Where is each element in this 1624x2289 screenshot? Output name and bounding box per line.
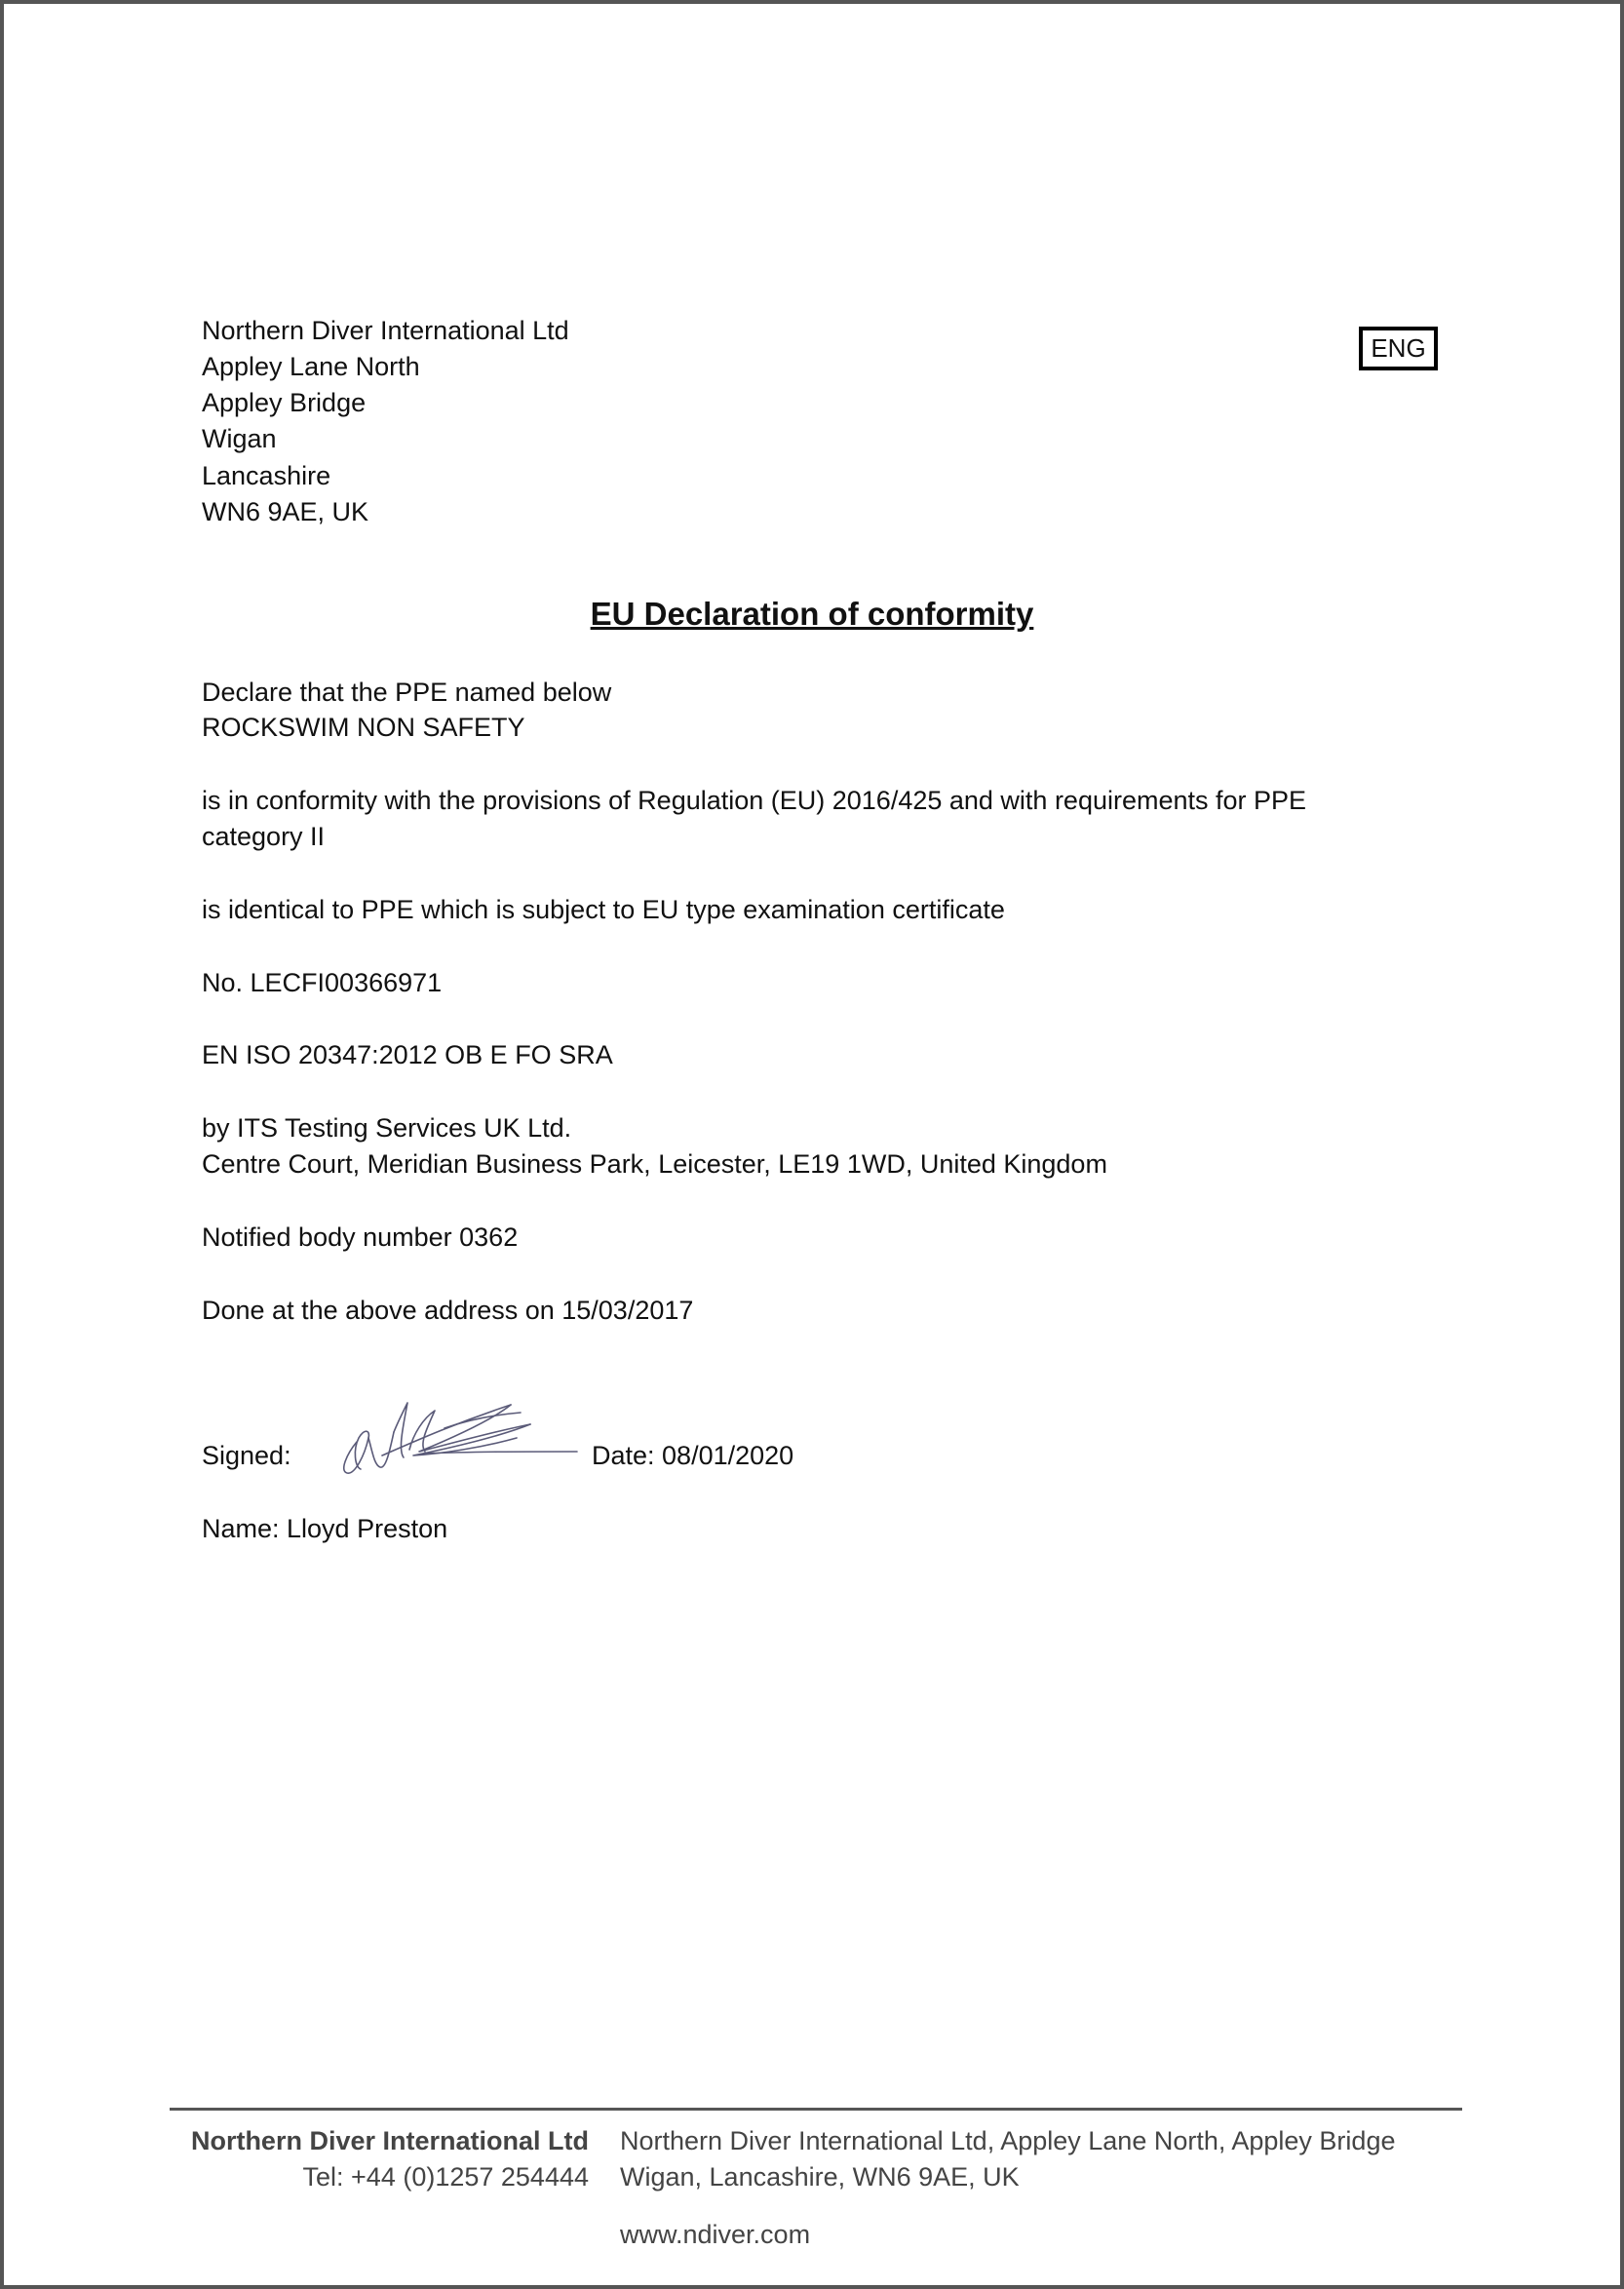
declare-text: Declare that the PPE named below <box>202 678 612 707</box>
signer-name: Name: Lloyd Preston <box>202 1514 448 1543</box>
signature-date: Date: 08/01/2020 <box>592 1441 794 1470</box>
testing-body-name: by ITS Testing Services UK Ltd. <box>202 1113 572 1143</box>
certificate-number: No. LECFI00366971 <box>202 968 443 997</box>
notified-body-number: Notified body number 0362 <box>202 1222 519 1252</box>
footer-telephone: Tel: +44 (0)1257 254444 <box>302 2162 589 2192</box>
identical-text: is identical to PPE which is subject to EU type examination certificate <box>202 895 1005 924</box>
document-title: EU Declaration of conformity <box>590 596 1034 632</box>
footer-divider <box>170 2108 1462 2111</box>
sender-company: Northern Diver International Ltd <box>202 316 569 345</box>
sender-town: Wigan <box>202 424 277 453</box>
standard-text: EN ISO 20347:2012 OB E FO SRA <box>202 1040 613 1069</box>
language-badge: ENG <box>1359 327 1438 370</box>
conformity-text-line1: is in conformity with the provisions of Regulation (EU) 2016/425 and with requirements for PPE <box>202 786 1307 815</box>
footer-address-line1: Northern Diver International Ltd, Appley Lane North, Appley Bridge <box>620 2126 1396 2155</box>
sender-postcode: WN6 9AE, UK <box>202 497 369 526</box>
sender-county: Lancashire <box>202 461 331 490</box>
done-at-text: Done at the above address on 15/03/2017 <box>202 1296 694 1325</box>
conformity-text-line2: category II <box>202 822 326 851</box>
signed-label: Signed: <box>202 1441 291 1470</box>
footer-address-line2: Wigan, Lancashire, WN6 9AE, UK <box>620 2162 1020 2192</box>
sender-street: Appley Lane North <box>202 352 420 381</box>
sender-locality: Appley Bridge <box>202 388 367 417</box>
footer-website[interactable]: www.ndiver.com <box>620 2220 811 2249</box>
testing-body-address: Centre Court, Meridian Business Park, Leicester, LE19 1WD, United Kingdom <box>202 1149 1107 1179</box>
signature-image <box>326 1374 579 1481</box>
footer-company-name: Northern Diver International Ltd <box>190 2126 589 2155</box>
product-name: ROCKSWIM NON SAFETY <box>202 713 525 742</box>
